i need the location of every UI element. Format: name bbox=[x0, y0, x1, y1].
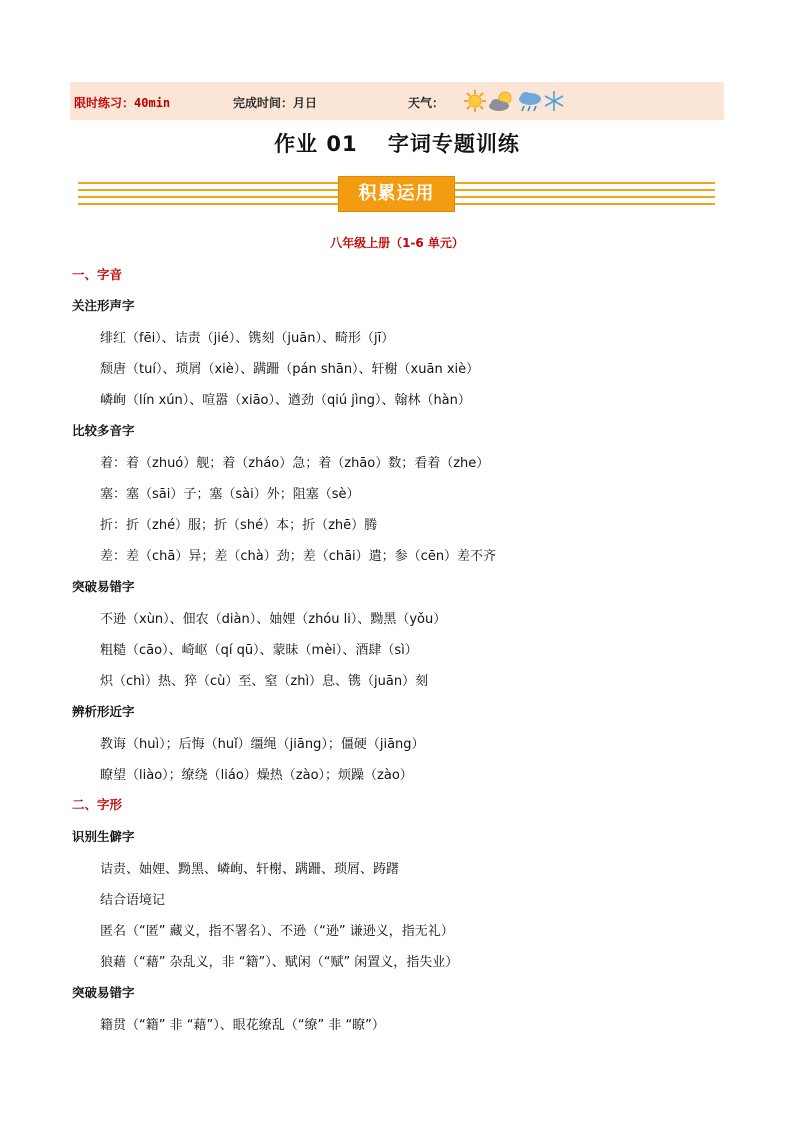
entry-line: 结合语境记 bbox=[100, 893, 166, 908]
subsection-heading: 比较多音字 bbox=[72, 423, 135, 438]
entry-line: 狼藉（“藉” 杂乱义，非 “籍”）、赋闲（“赋” 闲置义，指失业） bbox=[100, 955, 459, 970]
subsection-heading: 关注形声字 bbox=[72, 298, 135, 313]
partly-cloudy-icon[interactable] bbox=[487, 89, 517, 113]
complete-time-label: 完成时间：月日 bbox=[233, 96, 318, 110]
entry-line: 诘责、妯娌、黝黑、嶙峋、轩榭、蹒跚、琐屑、踌躇 bbox=[100, 862, 400, 877]
entry-line: 教诲（huì）；后悔（huǐ）缰绳（jiāng）；僵硬（jiāng） bbox=[100, 737, 425, 752]
section-heading: 一、字音 bbox=[72, 267, 123, 282]
entry-line: 颓唐（tuí）、琐屑（xiè）、蹒跚（pán shān）、轩榭（xuān xiè） bbox=[100, 362, 480, 377]
subsection-heading: 突破易错字 bbox=[72, 985, 135, 1000]
unit-subtitle: 八年级上册（1-6 单元） bbox=[330, 236, 464, 250]
page-title: 作业 01 字词专题训练 bbox=[274, 132, 520, 156]
snowflake-icon[interactable] bbox=[543, 89, 565, 113]
entry-line: 粗糙（cāo）、崎岖（qí qū）、蒙昧（mèi）、酒肆（sì） bbox=[100, 643, 418, 658]
entry-line: 炽（chì）热、猝（cù）至、窒（zhì）息、镌（juān）刻 bbox=[100, 674, 429, 689]
entry-line: 塞：塞（sāi）子；塞（sài）外；阻塞（sè） bbox=[100, 487, 360, 502]
time-limit-label bbox=[74, 94, 170, 111]
entry-line: 差：差（chā）异；差（chà）劲；差（chāi）遣；参（cēn）差不齐 bbox=[100, 549, 497, 564]
rain-cloud-icon[interactable] bbox=[517, 89, 543, 113]
banner-label: 积累运用 bbox=[338, 176, 455, 212]
time-limit-text: 限时练习： bbox=[74, 96, 135, 110]
entry-line: 绯红（fēi）、诘责（jié）、镌刻（juān）、畸形（jī） bbox=[100, 331, 395, 346]
entry-line: 瞭望（liào）；缭绕（liáo）燥热（zào）；烦躁（zào） bbox=[100, 768, 413, 783]
subsection-heading: 辨析形近字 bbox=[72, 704, 135, 719]
entry-line: 折：折（zhé）服；折（shé）本；折（zhē）腾 bbox=[100, 518, 378, 533]
subsection-heading: 突破易错字 bbox=[72, 579, 135, 594]
entry-line: 着：着（zhuó）舰；着（zháo）急；着（zhāo）数；看着（zhe） bbox=[100, 456, 490, 471]
entry-line: 嶙峋（lín xún）、喧嚣（xiāo）、遒劲（qiú jìng）、翰林（hàn） bbox=[100, 393, 471, 408]
sun-icon[interactable] bbox=[463, 89, 487, 113]
entry-line: 籍贯（“籍” 非 “藉”）、眼花缭乱（“缭” 非 “瞭”） bbox=[100, 1018, 385, 1033]
section-heading: 二、字形 bbox=[72, 797, 123, 812]
weather-options bbox=[463, 88, 565, 114]
entry-line: 匿名（“匿” 藏义，指不署名）、不逊（“逊” 谦逊义，指无礼） bbox=[100, 924, 454, 939]
time-limit-value: 40min bbox=[134, 96, 171, 110]
entry-line: 不逊（xùn）、佃农（diàn）、妯娌（zhóu li）、黝黑（yǒu） bbox=[100, 612, 447, 627]
subsection-heading: 识别生僻字 bbox=[72, 829, 135, 844]
weather-label: 天气： bbox=[408, 96, 445, 110]
section-banner bbox=[78, 176, 715, 212]
practice-header-bar bbox=[70, 82, 724, 120]
